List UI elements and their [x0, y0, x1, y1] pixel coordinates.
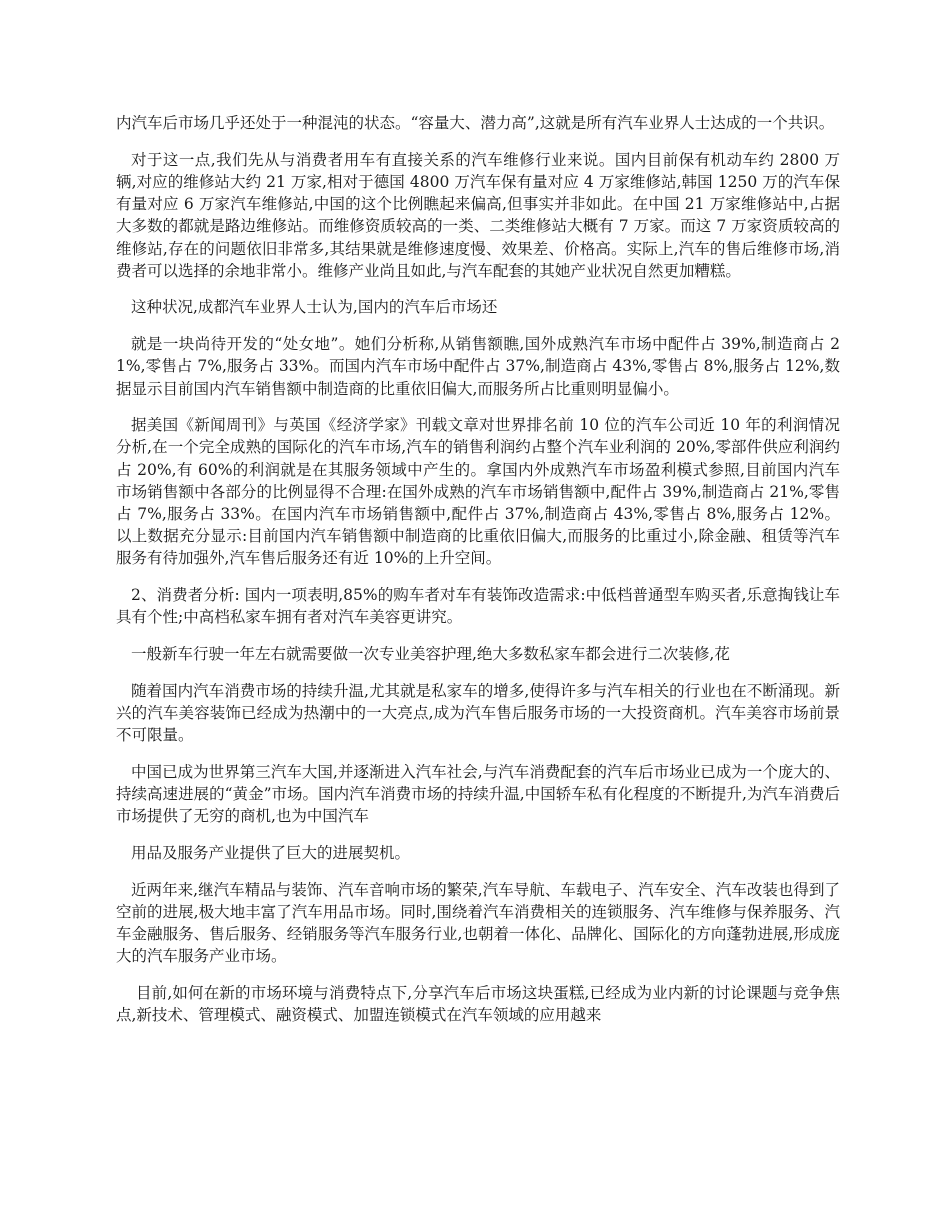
paragraph-9: 中国已成为世界第三汽车大国,并逐渐进入汽车社会,与汽车消费配套的汽车后市场业已成为一个庞大的、持续高速进展的“黄金”市场。国内汽车消费市场的持续升温,中国轿车私有化程度的不断提升,为汽车消费后市场提供了无穷的商机,也为中国汽车	[116, 762, 840, 826]
paragraph-7: 一般新车行驶一年左右就需要做一次专业美容护理,绝大多数私家车都会进行二次装修,花	[131, 645, 730, 664]
paragraph-10: 用品及服务产业提供了巨大的进展契机。	[131, 843, 411, 862]
paragraph-8: 随着国内汽车消费市场的持续升温,尤其就是私家车的增多,使得许多与汽车相关的行业也在不断涌现。新兴的汽车美容装饰已经成为热潮中的一大亮点,成为汽车售后服务市场的一大投资商机。汽车美容市场前景不可限量。	[116, 681, 840, 745]
paragraph-5: 据美国《新闻周刊》与英国《经济学家》刊载文章对世界排名前 10 位的汽车公司近 10 年的利润情况分析,在一个完全成熟的国际化的汽车市场,汽车的销售利润约占整个汽车业利润的 20%,零部件供应利润约占 20%,有 60%的利润就是在其服务领域中产生的。拿国内外成熟汽车市场盈利模式参照,目前国内汽车市场销售额中各部分的比例显得不合理:在国外成熟的汽车市场销售额中,配件占 39%,制造商占 21%,零售占 7%,服务占 33%。在国内汽车市场销售额中,配件占 37%,制造商占 43%,零售占 8%,服务占 12%。 以上数据充分显示:目前国内汽车销售额中制造商的比重依旧偏大,而服务的比重过小,除金融、租赁等汽车服务有待加强外,汽车售后服务还有近 10%的上升空间。	[116, 416, 840, 568]
paragraph-3: 这种状况,成都汽车业界人士认为,国内的汽车后市场还	[131, 298, 498, 317]
paragraph-4: 就是一块尚待开发的“处女地”。她们分析称,从销售额瞧,国外成熟汽车市场中配件占 39%,制造商占 21%,零售占 7%,服务占 33%。而国内汽车市场中配件占 37%,制造商占 43%,零售占 8%,服务占 12%,数据显示目前国内汽车销售额中制造商的比重依旧偏大,而服务所占比重则明显偏小。	[116, 335, 840, 398]
paragraph-2: 对于这一点,我们先从与消费者用车有直接关系的汽车维修行业来说。国内目前保有机动车约 2800 万辆,对应的维修站大约 21 万家,相对于德国 4800 万汽车保有量对应 4 万家维修站,韩国 1250 万的汽车保有量对应 6 万家汽车维修站,中国的这个比例瞧起来偏高,但事实并非如此。在中国 21 万家维修站中,占据大多数的都就是路边维修站。而维修资质较高的一类、二类维修站大概有 7 万家。而这 7 万家资质较高的维修站,存在的问题依旧非常多,其结果就是维修速度慢、效果差、价格高。实际上,汽车的售后维修市场,消费者可以选择的余地非常小。维修产业尚且如此,与汽车配套的其她产业状况自然更加糟糕。	[116, 150, 840, 280]
paragraph-1: 内汽车后市场几乎还处于一种混沌的状态。“容量大、潜力高”,这就是所有汽车业界人士达成的一个共识。	[116, 114, 835, 132]
paragraph-6: 2、消费者分析: 国内一项表明,85%的购车者对车有装饰改造需求:中低档普通型车购买者,乐意掏钱让车具有个性;中高档私家车拥有者对汽车美容更讲究。	[116, 586, 840, 627]
paragraph-11: 近两年来,继汽车精品与装饰、汽车音响市场的繁荣,汽车导航、车载电子、汽车安全、汽车改装也得到了空前的进展,极大地丰富了汽车用品市场。同时,围绕着汽车消费相关的连锁服务、汽车维修与保养服务、汽车金融服务、售后服务、经销服务等汽车服务行业,也朝着一体化、品牌化、国际化的方向蓬勃进展,形成庞大的汽车服务产业市场。	[116, 880, 840, 966]
paragraph-12: 目前,如何在新的市场环境与消费特点下,分享汽车后市场这块蛋糕,已经成为业内新的讨论课题与竞争焦点,新技术、管理模式、融资模式、加盟连锁模式在汽车领域的应用越来	[116, 984, 840, 1025]
document-body	[116, 112, 840, 1041]
